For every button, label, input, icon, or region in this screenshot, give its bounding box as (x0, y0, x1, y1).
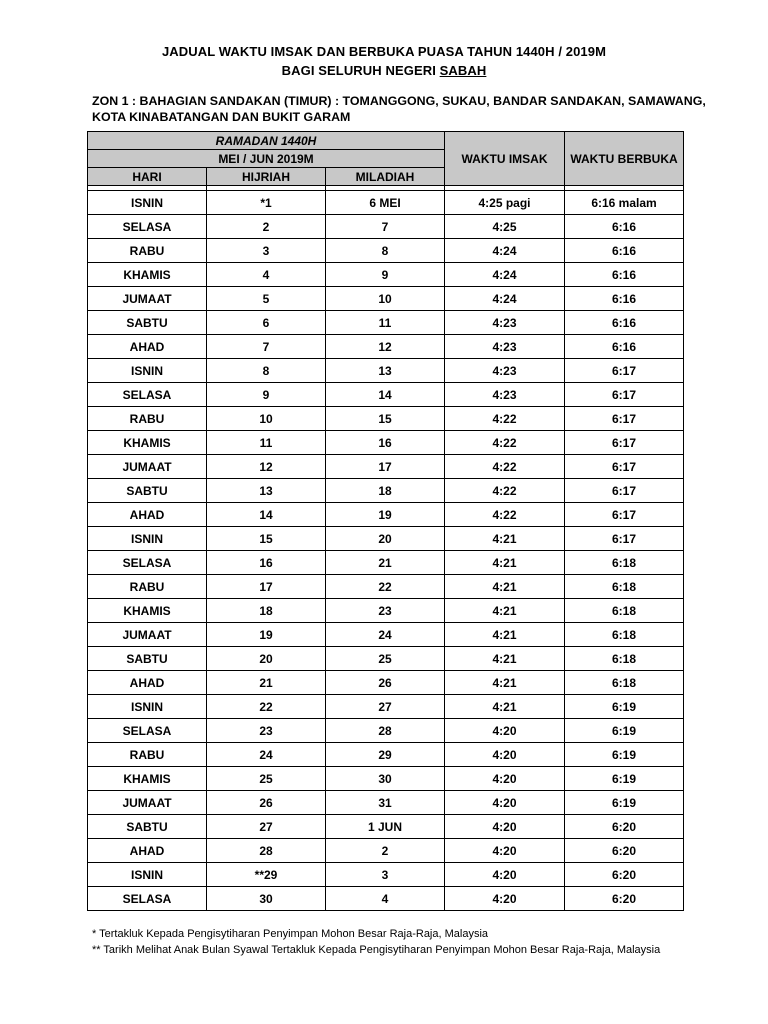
cell-imsak: 4:24 (445, 239, 565, 263)
cell-imsak: 4:20 (445, 791, 565, 815)
cell-hari: AHAD (88, 671, 207, 695)
cell-imsak: 4:20 (445, 839, 565, 863)
cell-miladiah: 19 (326, 503, 445, 527)
cell-miladiah: 16 (326, 431, 445, 455)
cell-hari: KHAMIS (88, 263, 207, 287)
cell-hari: JUMAAT (88, 287, 207, 311)
cell-imsak: 4:20 (445, 767, 565, 791)
cell-miladiah: 9 (326, 263, 445, 287)
cell-berbuka: 6:19 (565, 695, 684, 719)
cell-hijriah: 30 (207, 887, 326, 911)
cell-hijriah: 14 (207, 503, 326, 527)
table-row (88, 767, 684, 791)
cell-berbuka: 6:16 (565, 215, 684, 239)
cell-berbuka: 6:20 (565, 815, 684, 839)
cell-hari: AHAD (88, 335, 207, 359)
cell-hijriah: 7 (207, 335, 326, 359)
cell-imsak: 4:21 (445, 647, 565, 671)
cell-miladiah: 14 (326, 383, 445, 407)
cell-berbuka: 6:16 (565, 287, 684, 311)
timetable-body (88, 191, 684, 911)
table-row (88, 431, 684, 455)
cell-hari: ISNIN (88, 527, 207, 551)
header-hijriah: HIJRIAH (207, 168, 326, 186)
cell-hari: KHAMIS (88, 599, 207, 623)
table-row (88, 191, 684, 215)
cell-imsak: 4:22 (445, 503, 565, 527)
cell-berbuka: 6:18 (565, 671, 684, 695)
table-row (88, 887, 684, 911)
subtitle-state: SABAH (439, 63, 487, 78)
cell-berbuka: 6:20 (565, 839, 684, 863)
cell-hijriah: 9 (207, 383, 326, 407)
table-row (88, 839, 684, 863)
table-row (88, 359, 684, 383)
cell-hijriah: 27 (207, 815, 326, 839)
cell-hijriah: 6 (207, 311, 326, 335)
cell-hari: RABU (88, 239, 207, 263)
footnotes (92, 926, 660, 958)
table-row (88, 647, 684, 671)
cell-imsak: 4:21 (445, 575, 565, 599)
cell-hari: SABTU (88, 647, 207, 671)
cell-berbuka: 6:18 (565, 647, 684, 671)
cell-berbuka: 6:17 (565, 503, 684, 527)
cell-imsak: 4:23 (445, 335, 565, 359)
cell-imsak: 4:24 (445, 287, 565, 311)
cell-hijriah: **29 (207, 863, 326, 887)
table-row (88, 263, 684, 287)
cell-hijriah: 22 (207, 695, 326, 719)
cell-miladiah: 15 (326, 407, 445, 431)
table-row (88, 863, 684, 887)
cell-hijriah: 24 (207, 743, 326, 767)
cell-miladiah: 23 (326, 599, 445, 623)
subtitle-prefix: BAGI SELURUH NEGERI (281, 63, 440, 78)
cell-hijriah: 8 (207, 359, 326, 383)
cell-hari: RABU (88, 407, 207, 431)
cell-hari: RABU (88, 743, 207, 767)
cell-miladiah: 26 (326, 671, 445, 695)
cell-miladiah: 13 (326, 359, 445, 383)
cell-imsak: 4:22 (445, 431, 565, 455)
table-row (88, 743, 684, 767)
cell-miladiah: 25 (326, 647, 445, 671)
cell-miladiah: 10 (326, 287, 445, 311)
document-title: JADUAL WAKTU IMSAK DAN BERBUKA PUASA TAHUN 1440H / 2019M (161, 44, 607, 59)
table-row (88, 503, 684, 527)
cell-miladiah: 18 (326, 479, 445, 503)
cell-hari: SABTU (88, 815, 207, 839)
cell-hari: ISNIN (88, 863, 207, 887)
cell-hari: ISNIN (88, 695, 207, 719)
timetable (87, 131, 684, 911)
table-row (88, 335, 684, 359)
cell-hari: SABTU (88, 311, 207, 335)
header-month: MEI / JUN 2019M (88, 150, 445, 168)
table-row (88, 695, 684, 719)
table-row (88, 599, 684, 623)
cell-hari: SELASA (88, 215, 207, 239)
table-row (88, 407, 684, 431)
table-row (88, 239, 684, 263)
header-hari: HARI (88, 168, 207, 186)
cell-hari: AHAD (88, 839, 207, 863)
cell-imsak: 4:21 (445, 599, 565, 623)
cell-imsak: 4:23 (445, 383, 565, 407)
cell-hijriah: 25 (207, 767, 326, 791)
cell-miladiah: 4 (326, 887, 445, 911)
cell-hijriah: 2 (207, 215, 326, 239)
table-row (88, 383, 684, 407)
cell-hari: SELASA (88, 719, 207, 743)
cell-hari: SELASA (88, 887, 207, 911)
cell-imsak: 4:23 (445, 359, 565, 383)
cell-hijriah: 16 (207, 551, 326, 575)
cell-imsak: 4:21 (445, 623, 565, 647)
header-waktu-berbuka: WAKTU BERBUKA (565, 132, 684, 186)
cell-hijriah: 10 (207, 407, 326, 431)
cell-imsak: 4:20 (445, 887, 565, 911)
cell-imsak: 4:24 (445, 263, 565, 287)
cell-hijriah: 13 (207, 479, 326, 503)
header-ramadan: RAMADAN 1440H (88, 132, 445, 150)
cell-berbuka: 6:16 (565, 311, 684, 335)
cell-miladiah: 17 (326, 455, 445, 479)
cell-miladiah: 30 (326, 767, 445, 791)
zone-description: ZON 1 : BAHAGIAN SANDAKAN (TIMUR) : TOMANGGONG, SUKAU, BANDAR SANDAKAN, SAMAWANG, KOTA KINABATANGAN DAN BUKIT GARAM (92, 94, 706, 124)
cell-berbuka: 6:16 (565, 263, 684, 287)
cell-hijriah: 21 (207, 671, 326, 695)
cell-miladiah: 3 (326, 863, 445, 887)
cell-hari: AHAD (88, 503, 207, 527)
cell-hijriah: 18 (207, 599, 326, 623)
cell-imsak: 4:25 (445, 215, 565, 239)
cell-berbuka: 6:17 (565, 455, 684, 479)
cell-hari: JUMAAT (88, 455, 207, 479)
cell-miladiah: 6 MEI (326, 191, 445, 215)
cell-hari: KHAMIS (88, 431, 207, 455)
cell-imsak: 4:21 (445, 551, 565, 575)
cell-hijriah: 4 (207, 263, 326, 287)
cell-hari: ISNIN (88, 191, 207, 215)
cell-berbuka: 6:17 (565, 383, 684, 407)
cell-berbuka: 6:18 (565, 575, 684, 599)
cell-miladiah: 28 (326, 719, 445, 743)
cell-hari: SABTU (88, 479, 207, 503)
cell-miladiah: 12 (326, 335, 445, 359)
table-row (88, 479, 684, 503)
cell-hijriah: 11 (207, 431, 326, 455)
table-row (88, 311, 684, 335)
header-waktu-imsak: WAKTU IMSAK (445, 132, 565, 186)
table-row (88, 791, 684, 815)
cell-imsak: 4:22 (445, 455, 565, 479)
cell-hari: SELASA (88, 551, 207, 575)
cell-miladiah: 22 (326, 575, 445, 599)
cell-miladiah: 24 (326, 623, 445, 647)
cell-imsak: 4:20 (445, 863, 565, 887)
cell-miladiah: 8 (326, 239, 445, 263)
cell-hijriah: *1 (207, 191, 326, 215)
cell-berbuka: 6:18 (565, 599, 684, 623)
cell-berbuka: 6:19 (565, 743, 684, 767)
cell-hijriah: 5 (207, 287, 326, 311)
table-row (88, 815, 684, 839)
cell-miladiah: 11 (326, 311, 445, 335)
cell-hari: JUMAAT (88, 623, 207, 647)
cell-imsak: 4:21 (445, 695, 565, 719)
cell-imsak: 4:25 pagi (445, 191, 565, 215)
table-row (88, 215, 684, 239)
cell-imsak: 4:20 (445, 743, 565, 767)
cell-miladiah: 1 JUN (326, 815, 445, 839)
cell-miladiah: 20 (326, 527, 445, 551)
cell-hijriah: 12 (207, 455, 326, 479)
table-row (88, 455, 684, 479)
cell-berbuka: 6:20 (565, 887, 684, 911)
header-miladiah: MILADIAH (326, 168, 445, 186)
cell-berbuka: 6:17 (565, 479, 684, 503)
cell-berbuka: 6:16 (565, 239, 684, 263)
cell-imsak: 4:22 (445, 407, 565, 431)
cell-miladiah: 27 (326, 695, 445, 719)
cell-hari: RABU (88, 575, 207, 599)
cell-hari: SELASA (88, 383, 207, 407)
cell-imsak: 4:21 (445, 527, 565, 551)
cell-miladiah: 31 (326, 791, 445, 815)
cell-hijriah: 28 (207, 839, 326, 863)
cell-hijriah: 3 (207, 239, 326, 263)
table-row (88, 551, 684, 575)
cell-miladiah: 21 (326, 551, 445, 575)
table-row (88, 719, 684, 743)
footnote-1: * Tertakluk Kepada Pengisytiharan Penyimpan Mohon Besar Raja-Raja, Malaysia (92, 928, 489, 940)
cell-hijriah: 15 (207, 527, 326, 551)
cell-imsak: 4:22 (445, 479, 565, 503)
table-row (88, 623, 684, 647)
cell-berbuka: 6:16 malam (565, 191, 684, 215)
cell-hari: KHAMIS (88, 767, 207, 791)
cell-imsak: 4:20 (445, 815, 565, 839)
cell-berbuka: 6:20 (565, 863, 684, 887)
cell-berbuka: 6:19 (565, 791, 684, 815)
cell-hijriah: 23 (207, 719, 326, 743)
cell-imsak: 4:21 (445, 671, 565, 695)
cell-miladiah: 29 (326, 743, 445, 767)
cell-hijriah: 17 (207, 575, 326, 599)
table-row (88, 527, 684, 551)
table-row (88, 287, 684, 311)
cell-miladiah: 7 (326, 215, 445, 239)
cell-berbuka: 6:17 (565, 527, 684, 551)
cell-berbuka: 6:18 (565, 623, 684, 647)
footnote-2: ** Tarikh Melihat Anak Bulan Syawal Tertakluk Kepada Pengisytiharan Penyimpan Mohon Besar Raja-Raja, Malaysia (92, 944, 661, 956)
cell-hari: JUMAAT (88, 791, 207, 815)
cell-berbuka: 6:17 (565, 431, 684, 455)
cell-hijriah: 20 (207, 647, 326, 671)
cell-hari: ISNIN (88, 359, 207, 383)
cell-hijriah: 26 (207, 791, 326, 815)
cell-berbuka: 6:17 (565, 407, 684, 431)
cell-berbuka: 6:19 (565, 719, 684, 743)
cell-berbuka: 6:16 (565, 335, 684, 359)
table-row (88, 671, 684, 695)
cell-imsak: 4:23 (445, 311, 565, 335)
cell-berbuka: 6:18 (565, 551, 684, 575)
cell-imsak: 4:20 (445, 719, 565, 743)
cell-berbuka: 6:17 (565, 359, 684, 383)
cell-berbuka: 6:19 (565, 767, 684, 791)
document-subtitle (0, 63, 768, 78)
table-row (88, 575, 684, 599)
cell-miladiah: 2 (326, 839, 445, 863)
cell-hijriah: 19 (207, 623, 326, 647)
